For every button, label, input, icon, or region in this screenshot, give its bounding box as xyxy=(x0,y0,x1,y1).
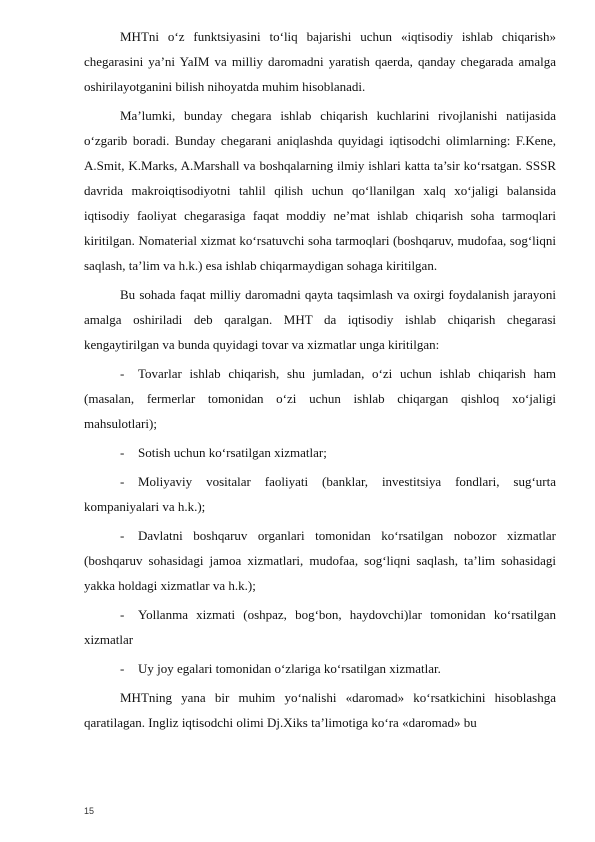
closing-paragraph: MHTning yana bir muhim yo‘nalishi «daromad» ko‘rsatkichini hisoblashga qaratilagan. Ingliz iqtisodchi olimi Dj.Xiks ta’limotiga ko‘ra «daromad» bu xyxy=(84,690,556,730)
paragraph-2: Ma’lumki, bunday chegara ishlab chiqarish kuchlarini rivojlanishi natijasida o‘zgarib boradi. Bunday chegarani aniqlashda quyidagi iqtisodchi olimlarning: F.Kene, A.Smit, K.Marks, A.Marshall va boshqalarning ilmiy ishlari katta ta’sir ko‘rsatgan. SSSR davrida makroiqtisodiyotni tahlil qilish uchun qo‘llanilgan xalq xo‘jaligi balansida iqtisodiy faoliyat chegarasiga faqat moddiy ne’mat ishlab chiqarish soha tarmoqlari kiritilgan. Nomaterial xizmat ko‘rsatuvchi soha tarmoqlari (boshqaruv, mudofaa, sog‘liqni saqlash, ta’lim va h.k.) esa ishlab chiqarmaydigan sohaga kiritilgan. xyxy=(84,108,556,273)
dash-marker: - xyxy=(120,474,125,489)
list-item-text: Tovarlar ishlab chiqarish, shu jumladan, o‘zi uchun ishlab chiqarish ham (masalan, fermerlar tomonidan o‘zi uchun ishlab chiqargan qishloq xo‘jaligi mahsulotlari); xyxy=(84,366,556,431)
list-item xyxy=(84,469,556,519)
list-item-text: Uy joy egalari tomonidan o‘zlariga ko‘rsatilgan xizmatlar. xyxy=(138,661,441,676)
list-item xyxy=(84,602,556,652)
list-item xyxy=(84,656,556,681)
paragraph-1: MHTni o‘z funktsiyasini to‘liq bajarishi uchun «iqtisodiy ishlab chiqarish» chegarasini ya’ni YaIM va milliy daromadni yaratish qaerda, qanday chegarada amalga oshirilayotganini bilish nihoyatda muhim hisoblanadi. xyxy=(84,29,556,94)
dash-marker: - xyxy=(120,528,125,543)
list-item-text: Sotish uchun ko‘rsatilgan xizmatlar; xyxy=(138,445,327,460)
list-item-text: Davlatni boshqaruv organlari tomonidan ko‘rsatilgan nobozor xizmatlar (boshqaruv sohasidagi jamoa xizmatlari, mudofaa, sog‘liqni saqlash, ta’lim sohasidagi yakka holdagi xizmatlar va h.k.); xyxy=(84,528,556,593)
list-item xyxy=(84,361,556,436)
list-item-text: Moliyaviy vositalar faoliyati (banklar, investitsiya fondlari, sug‘urta kompaniyalari va h.k.); xyxy=(84,474,556,514)
dash-marker: - xyxy=(120,445,125,460)
list-item xyxy=(84,440,556,465)
document-page xyxy=(84,24,556,739)
dash-marker: - xyxy=(120,661,125,676)
list-item-text: Yollanma xizmati (oshpaz, bog‘bon, haydovchi)lar tomonidan ko‘rsatilgan xizmatlar xyxy=(84,607,556,647)
list-item xyxy=(84,523,556,598)
bullet-list xyxy=(84,361,556,681)
dash-marker: - xyxy=(120,366,125,381)
paragraph-3: Bu sohada faqat milliy daromadni qayta taqsimlash va oxirgi foydalanish jarayoni amalga oshiriladi deb qaralgan. MHT da iqtisodiy ishlab chiqarish chegarasi kengaytirilgan va bunda quyidagi tovar va xizmatlar unga kiritilgan: xyxy=(84,287,556,352)
page-number: 15 xyxy=(84,806,95,816)
dash-marker: - xyxy=(120,607,125,622)
